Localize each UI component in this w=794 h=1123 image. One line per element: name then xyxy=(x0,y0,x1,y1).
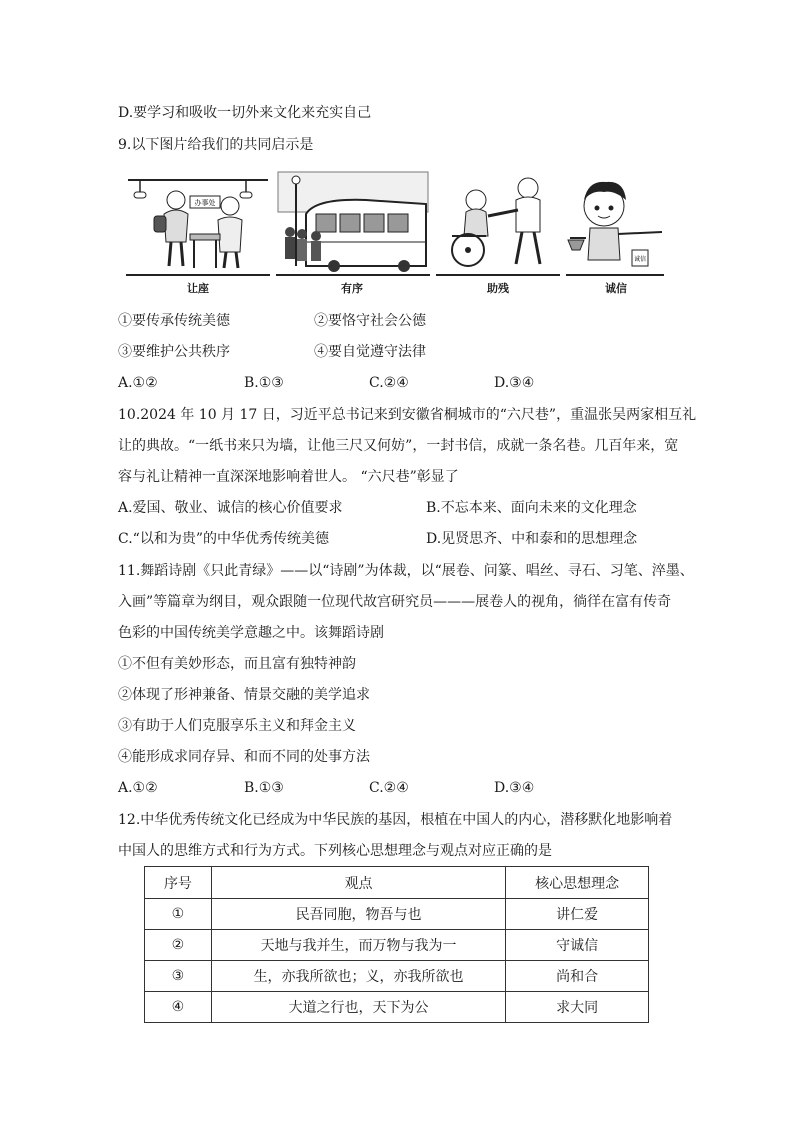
q11-choice-a[interactable]: A.①② xyxy=(118,780,158,796)
q9-choice-c[interactable]: C.②④ xyxy=(369,375,409,391)
header-index: 序号 xyxy=(145,867,212,899)
row-core-idea: 讲仁爱 xyxy=(506,899,649,930)
header-core-idea: 核心思想理念 xyxy=(506,867,649,899)
row-core-idea: 尚和合 xyxy=(506,961,649,992)
q11-item-3: ③有助于人们克服享乐主义和拜金主义 xyxy=(118,718,356,734)
table-row xyxy=(145,899,649,930)
table-header-row xyxy=(145,867,649,899)
caption-help-disabled: 助残 xyxy=(487,282,509,295)
row-core-idea: 守诚信 xyxy=(506,930,649,961)
header-viewpoint: 观点 xyxy=(211,867,505,899)
q10-stem-line-3: 容与礼让精神一直深深地影响着世人。 “六尺巷”彰显了 xyxy=(118,469,459,485)
q10-stem-line-2: 让的典故。“一纸书来只为墙，让他三尺又何妨”，一封书信，成就一条名巷。几百年来，宽 xyxy=(118,438,679,454)
row-core-idea: 求大同 xyxy=(506,992,649,1023)
q9-choice-b[interactable]: B.①③ xyxy=(244,375,284,391)
help-disabled-illustration xyxy=(436,170,560,274)
row-viewpoint: 生，亦我所欲也；义，亦我所欲也 xyxy=(211,961,505,992)
q9-item-4: ④要自觉遵守法律 xyxy=(314,344,426,360)
q9-stem: 9.以下图片给我们的共同启示是 xyxy=(118,137,314,153)
q11-choice-c[interactable]: C.②④ xyxy=(369,780,409,796)
q11-choice-b[interactable]: B.①③ xyxy=(244,780,284,796)
row-viewpoint: 天地与我并生，而万物与我为一 xyxy=(211,930,505,961)
row-index: ② xyxy=(145,930,212,961)
table-row xyxy=(145,930,649,961)
figure-orderly xyxy=(276,170,430,276)
q11-stem-line-3: 色彩的中国传统美学意趣之中。该舞蹈诗剧 xyxy=(118,625,384,641)
q10-choice-d[interactable]: D.见贤思齐、中和泰和的思想理念 xyxy=(426,531,638,547)
q9-choice-d[interactable]: D.③④ xyxy=(494,375,535,391)
q10-choice-c[interactable]: C.“以和为贵”的中华优秀传统美德 xyxy=(118,531,329,547)
row-viewpoint: 大道之行也，天下为公 xyxy=(211,992,505,1023)
q11-stem-line-1: 11.舞蹈诗剧《只此青绿》——以“诗剧”为体裁，以“展卷、问篆、唱丝、寻石、习笔、淬墨、 xyxy=(118,563,694,579)
caption-give-seat: 让座 xyxy=(187,282,209,295)
q11-stem-line-2: 入画”等篇章为纲目，观众跟随一位现代故宫研究员———展卷人的视角，徜徉在富有传奇 xyxy=(118,594,672,610)
figure-help-disabled xyxy=(436,170,560,276)
row-viewpoint: 民吾同胞，物吾与也 xyxy=(211,899,505,930)
caption-honesty: 诚信 xyxy=(605,282,627,295)
q9-item-3: ③要维护公共秩序 xyxy=(118,344,230,360)
q12-stem-line-1: 12.中华优秀传统文化已经成为中华民族的基因，根植在中国人的内心，潜移默化地影响着 xyxy=(118,812,673,828)
row-index: ① xyxy=(145,899,212,930)
give-seat-illustration xyxy=(126,170,270,274)
table-row xyxy=(145,961,649,992)
honesty-illustration xyxy=(566,170,664,274)
q8-option-d: D.要学习和吸收一切外来文化来充实自己 xyxy=(118,105,372,121)
table-row xyxy=(145,992,649,1023)
figure-honesty xyxy=(566,170,664,276)
q11-choice-d[interactable]: D.③④ xyxy=(494,780,535,796)
q11-item-2: ②体现了形神兼备、情景交融的美学追求 xyxy=(118,687,370,703)
q9-item-1: ①要传承传统美德 xyxy=(118,313,230,329)
q10-choice-a[interactable]: A.爱国、敬业、诚信的核心价值要求 xyxy=(118,500,343,516)
orderly-boarding-illustration xyxy=(276,170,430,274)
q12-table xyxy=(144,866,649,1023)
q9-choice-a[interactable]: A.①② xyxy=(118,375,158,391)
caption-orderly: 有序 xyxy=(341,282,363,295)
row-index: ④ xyxy=(145,992,212,1023)
sign-text: 办事处 xyxy=(194,199,216,207)
figure-give-seat xyxy=(126,170,270,276)
q11-item-1: ①不但有美妙形态，而且富有独特神韵 xyxy=(118,656,356,672)
q12-stem-line-2: 中国人的思维方式和行为方式。下列核心思想理念与观点对应正确的是 xyxy=(118,843,552,859)
q11-item-4: ④能形成求同存异、和而不同的处事方法 xyxy=(118,749,370,765)
q9-item-2: ②要恪守社会公德 xyxy=(314,313,426,329)
scale-tag-text: 诚信 xyxy=(633,256,647,263)
q9-figures xyxy=(126,170,664,296)
q10-choice-b[interactable]: B.不忘本来、面向未来的文化理念 xyxy=(426,500,637,516)
q10-stem-line-1: 10.2024 年 10 月 17 日，习近平总书记来到安徽省桐城市的“六尺巷”，重温张吴两家相互礼 xyxy=(118,407,697,423)
row-index: ③ xyxy=(145,961,212,992)
